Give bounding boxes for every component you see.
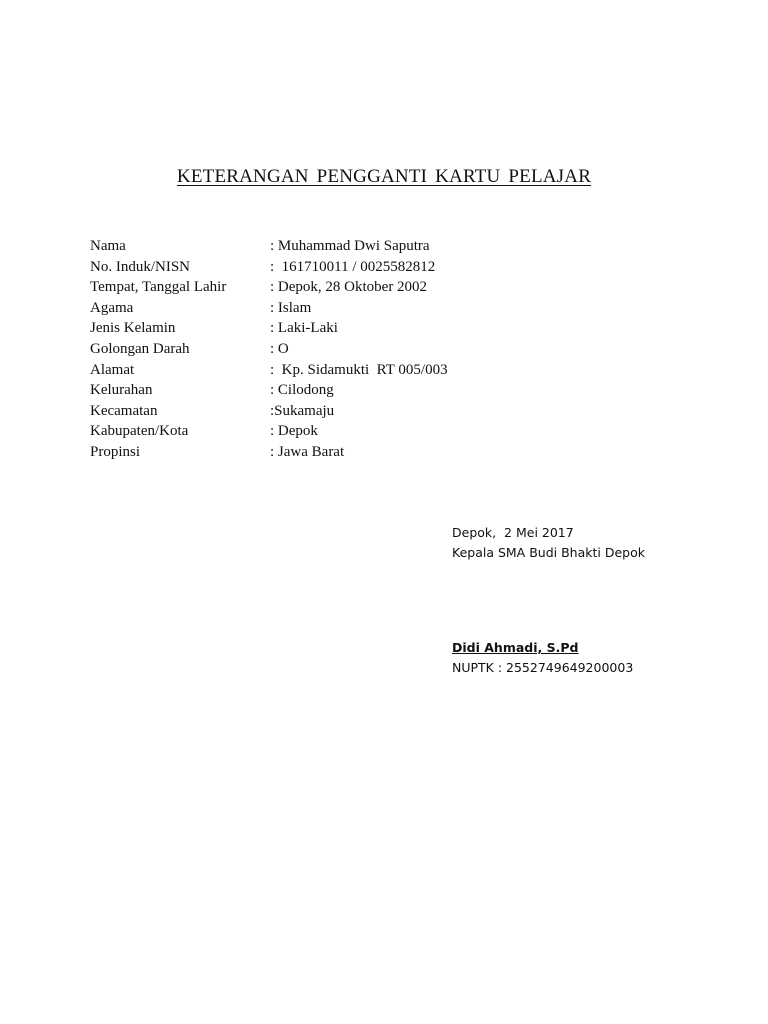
field-row-address (90, 360, 650, 381)
field-label: Agama (90, 299, 134, 316)
field-row-propinsi (90, 442, 650, 463)
field-label: Kecamatan (90, 402, 158, 419)
field-value: : Jawa Barat (270, 443, 345, 460)
field-value: :Sukamaju (270, 402, 335, 419)
field-label: Nama (90, 238, 126, 254)
field-value: : Laki-Laki (270, 320, 338, 337)
field-label: Kabupaten/Kota (90, 423, 189, 440)
field-value: : Islam (270, 299, 312, 316)
field-label: No. Induk/NISN (90, 258, 190, 275)
field-row-blood-type (90, 339, 650, 360)
field-label: Tempat, Tanggal Lahir (90, 279, 227, 296)
field-row-kecamatan (90, 401, 650, 422)
field-label: Golongan Darah (90, 340, 190, 357)
field-row-gender (90, 318, 650, 339)
field-row-nama (90, 236, 650, 257)
field-value: : Cilodong (270, 382, 334, 399)
signer-nuptk: NUPTK : 2552749649200003 (452, 660, 634, 675)
field-value: : O (270, 340, 289, 357)
field-row-kelurahan (90, 380, 650, 401)
field-value: : Muhammad Dwi Saputra (270, 238, 430, 254)
field-row-birth (90, 277, 650, 298)
field-label: Jenis Kelamin (90, 320, 176, 337)
student-info-list (90, 236, 650, 463)
signature-header (452, 523, 645, 563)
field-row-nisn (90, 257, 650, 278)
field-row-agama (90, 298, 650, 319)
field-value: : Depok, 28 Oktober 2002 (270, 279, 428, 296)
page-title: KETERANGAN PENGGANTI KARTU PELAJAR (176, 166, 592, 187)
signer-position: Kepala SMA Budi Bhakti Depok (452, 545, 645, 560)
field-label: Propinsi (90, 443, 141, 460)
field-row-kabupaten (90, 421, 650, 442)
place-date: Depok, 2 Mei 2017 (452, 525, 574, 540)
signature-footer (452, 638, 633, 678)
field-label: Alamat (90, 361, 135, 378)
field-value: : 161710011 / 0025582812 (270, 258, 436, 275)
field-label: Kelurahan (90, 382, 153, 399)
signer-name: Didi Ahmadi, S.Pd (452, 640, 579, 655)
field-value: : Depok (270, 423, 318, 440)
field-value: : Kp. Sidamukti RT 005/003 (270, 361, 448, 378)
